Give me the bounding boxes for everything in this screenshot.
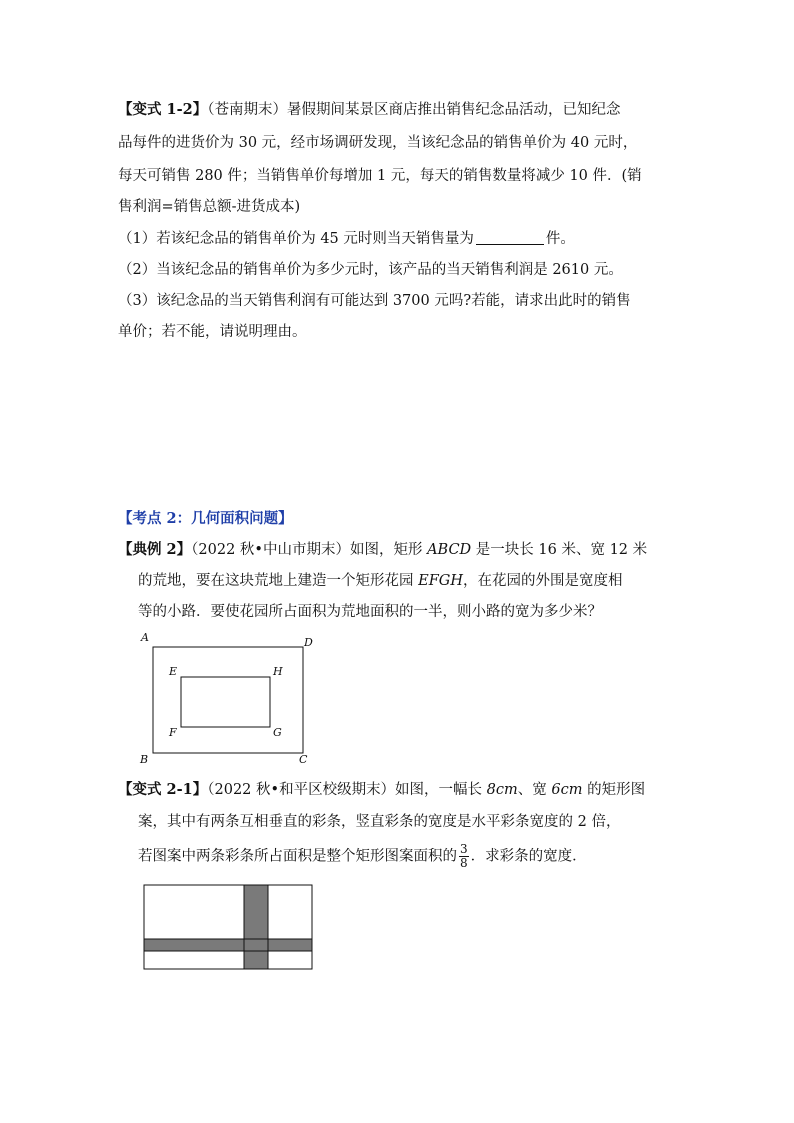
garden-diagram bbox=[136, 628, 326, 768]
horizontal-stripe bbox=[144, 939, 312, 951]
variant-1-2-line-2: 品每件的进货价为 30 元，经市场调研发现，当该纪念品的销售单价为 40 元时， bbox=[118, 135, 638, 151]
question-2: （2）当该纪念品的销售单价为多少元时，该产品的当天销售利润是 2610 元。 bbox=[118, 262, 623, 278]
example-2-text-1a: （2022 秋•中山市期末）如图，矩形 bbox=[191, 542, 428, 558]
variant-2-1-tag: 【变式 2-1】 bbox=[118, 781, 208, 798]
question-1 bbox=[118, 229, 575, 249]
variant-1-2-text-1: （苍南期末）暑假期间某景区商店推出销售纪念品活动，已知纪念 bbox=[207, 102, 621, 118]
example-2-line-3: 等的小路．要使花园所占面积为荒地面积的一半，则小路的宽为多少米？ bbox=[138, 604, 602, 620]
vertex-A: A bbox=[141, 631, 149, 644]
question-3-line-1: （3）该纪念品的当天销售利润有可能达到 3700 元吗?若能，请求出此时的销售 bbox=[118, 293, 631, 309]
pattern-outline bbox=[144, 885, 312, 969]
vertex-E: E bbox=[169, 665, 178, 678]
example-2-tag: 【典例 2】 bbox=[118, 541, 192, 558]
section-heading: 【考点 2：几何面积问题】 bbox=[118, 510, 293, 527]
variant-2-1-line-3 bbox=[138, 843, 587, 870]
variant-2-1-line-2: 案，其中有两条互相垂直的彩条，竖直彩条的宽度是水平彩条宽度的 2 倍， bbox=[138, 814, 621, 830]
example-2-text-2a: 的荒地，要在这块荒地上建造一个矩形花园 bbox=[138, 573, 419, 589]
variant-1-2-line-4: 售利润=销售总额-进货成本) bbox=[118, 199, 301, 215]
example-2-line-1 bbox=[118, 540, 647, 560]
fraction-denominator: 8 bbox=[460, 856, 468, 870]
garden-rect bbox=[181, 677, 270, 727]
vertex-H: H bbox=[273, 665, 283, 678]
stripe-pattern-diagram bbox=[140, 884, 318, 974]
example-2-text-2c: ，在花园的外围是宽度相 bbox=[462, 573, 623, 589]
rect-abcd-label: ABCD bbox=[427, 542, 472, 558]
variant-1-2-line-3: 每天可销售 280 件；当销售单价每增加 1 元，每天的销售数量将减少 10 件．(销 bbox=[118, 168, 642, 184]
variant-2-1-line-1 bbox=[118, 780, 645, 800]
fraction-numerator: 3 bbox=[460, 842, 468, 856]
answer-blank[interactable] bbox=[476, 230, 544, 245]
vertical-stripe bbox=[244, 885, 268, 969]
vertex-D: D bbox=[304, 636, 313, 649]
vertex-C: C bbox=[299, 753, 308, 766]
vertex-B: B bbox=[140, 753, 149, 766]
fraction bbox=[459, 843, 469, 870]
vertex-F: F bbox=[169, 726, 177, 739]
question-1-text: （1）若该纪念品的销售单价为 45 元时则当天销售量为 bbox=[118, 231, 474, 247]
variant-2-1-text-1e: 的矩形图 bbox=[582, 782, 646, 798]
variant-2-1-text-1a: （2022 秋•和平区校级期末）如图，一幅长 bbox=[207, 782, 487, 798]
rect-efgh-label: EFGH bbox=[418, 573, 463, 589]
variant-1-2-tag: 【变式 1-2】 bbox=[118, 101, 208, 118]
question-3-line-2: 单价；若不能，请说明理由。 bbox=[118, 324, 307, 340]
question-1-suffix: 件。 bbox=[545, 231, 575, 247]
vertex-G: G bbox=[273, 726, 282, 739]
length-value: 8cm bbox=[486, 782, 518, 798]
variant-2-1-text-1c: 、宽 bbox=[517, 782, 552, 798]
width-value: 6cm bbox=[551, 782, 583, 798]
example-2-line-2 bbox=[138, 571, 622, 591]
variant-2-1-text-3b: ．求彩条的宽度． bbox=[470, 848, 587, 865]
example-2-text-1c: 是一块长 16 米、宽 12 米 bbox=[471, 542, 648, 558]
variant-1-2-line-1 bbox=[118, 100, 621, 120]
variant-2-1-text-3a: 若图案中两条彩条所占面积是整个矩形图案面积的 bbox=[138, 848, 457, 865]
